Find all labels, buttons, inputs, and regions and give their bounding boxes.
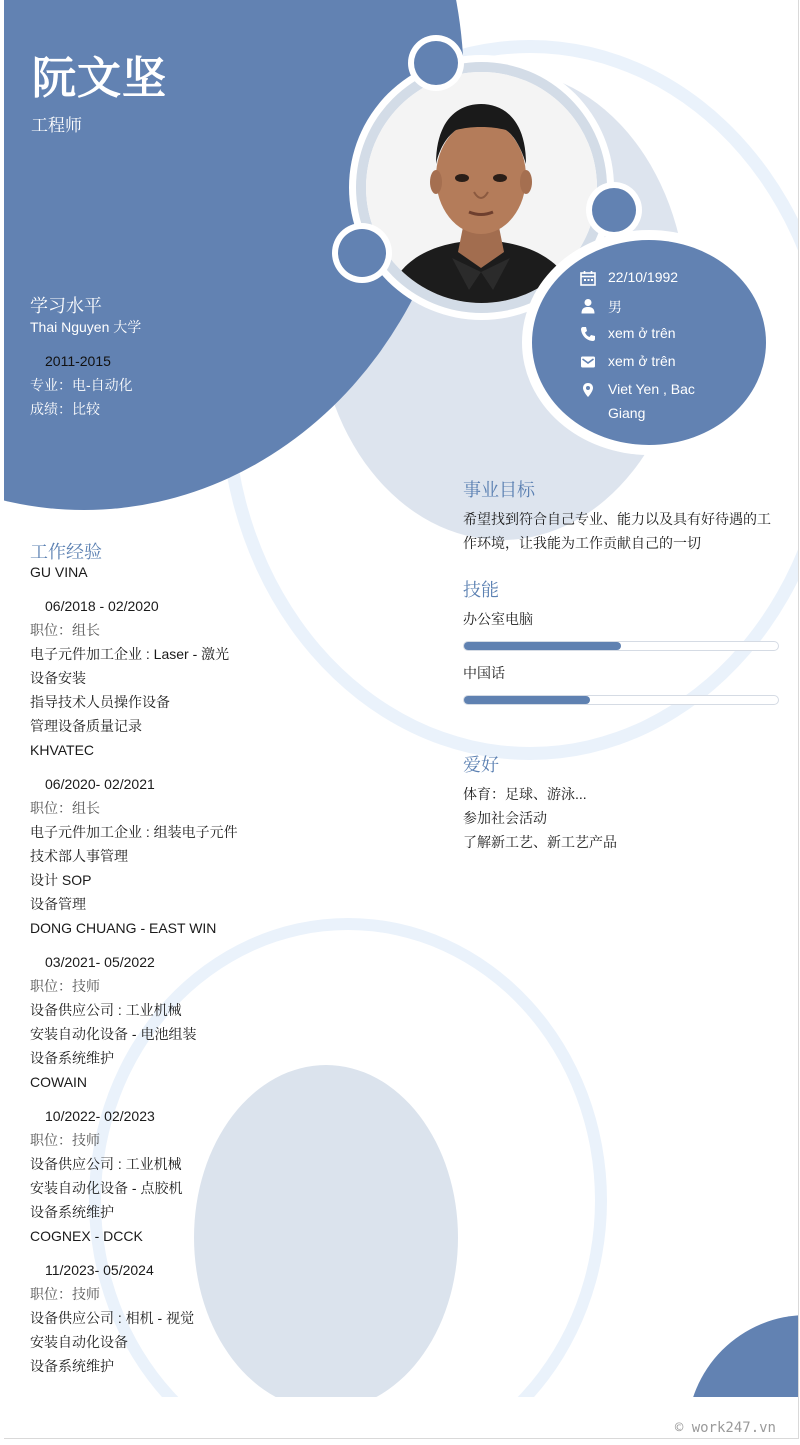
job-duty: 设备供应公司 : 相机 - 视觉 — [30, 1310, 195, 1326]
birthday-text: 22/10/1992 — [608, 269, 679, 285]
job-position: 职位：技师 — [30, 1132, 100, 1148]
contact-address — [580, 381, 695, 425]
user-icon — [580, 298, 596, 314]
job-position: 职位：组长 — [30, 622, 100, 638]
resume-page — [4, 0, 799, 1439]
job-position: 职位：组长 — [30, 800, 100, 816]
job-company: KHVATEC — [30, 742, 95, 758]
job-period: 03/2021- 05/2022 — [45, 954, 155, 970]
job-position: 职位：技师 — [30, 1286, 100, 1302]
hobby-item: 参加社会活动 — [463, 810, 547, 826]
skills-heading: 技能 — [463, 580, 499, 600]
watermark: © work247.vn — [674, 1420, 776, 1436]
deco-dot-top-inner — [414, 41, 458, 85]
address-line-2: Giang — [608, 405, 646, 421]
job-duty: 安装自动化设备 - 电池组装 — [30, 1026, 197, 1042]
job-duty: 安装自动化设备 - 点胶机 — [30, 1180, 183, 1196]
address-line-1: Viet Yen , Bac — [608, 381, 695, 397]
job-duty: 设备安装 — [30, 670, 86, 686]
skill-progress-bar — [463, 641, 779, 651]
deco-dot-left-inner — [338, 229, 386, 277]
skill-label: 中国话 — [463, 665, 505, 681]
job-duty: 设计 SOP — [30, 872, 92, 888]
job-duty: 管理设备质量记录 — [30, 718, 142, 734]
job-company: GU VINA — [30, 564, 88, 580]
calendar-icon — [580, 270, 596, 286]
candidate-role: 工程师 — [31, 116, 82, 135]
hobby-item: 体育：足球、游泳... — [463, 786, 587, 802]
job-company: DONG CHUANG - EAST WIN — [30, 920, 217, 936]
education-period: 2011-2015 — [45, 353, 111, 369]
skill-label: 办公室电脑 — [463, 611, 533, 627]
objective-line-1: 希望找到符合自己专业、能力以及具有好待遇的工 — [463, 511, 771, 527]
job-period: 06/2018 - 02/2020 — [45, 598, 159, 614]
hobbies-heading: 爱好 — [463, 755, 499, 775]
skill-progress-bar — [463, 695, 779, 705]
education-heading: 学习水平 — [30, 296, 102, 316]
job-period: 06/2020- 02/2021 — [45, 776, 155, 792]
job-period: 11/2023- 05/2024 — [45, 1262, 154, 1278]
job-duty: 设备系统维护 — [30, 1358, 114, 1374]
email-text: xem ở trên — [608, 353, 676, 369]
job-duty: 设备供应公司 : 工业机械 — [30, 1002, 182, 1018]
contact-gender — [580, 297, 622, 317]
education-school: Thai Nguyen 大学 — [30, 319, 142, 335]
deco-dot-right-inner — [592, 188, 636, 232]
job-company: COGNEX - DCCK — [30, 1228, 143, 1244]
phone-text: xem ở trên — [608, 325, 676, 341]
candidate-name: 阮文坚 — [32, 54, 167, 103]
map-marker-icon — [580, 382, 596, 398]
hobby-item: 了解新工艺、新工艺产品 — [463, 834, 617, 850]
job-duty: 技术部人事管理 — [30, 848, 128, 864]
experience-heading: 工作经验 — [30, 542, 102, 562]
job-duty: 设备系统维护 — [30, 1204, 114, 1220]
envelope-icon — [580, 354, 596, 370]
job-duty: 电子元件加工企业 : 组装电子元件 — [30, 824, 238, 840]
skill-progress-fill — [464, 696, 590, 704]
education-grade: 成绩：比较 — [30, 401, 100, 417]
job-position: 职位：技师 — [30, 978, 100, 994]
phone-icon — [580, 326, 596, 342]
job-duty: 设备管理 — [30, 896, 86, 912]
skill-progress-fill — [464, 642, 621, 650]
job-period: 10/2022- 02/2023 — [45, 1108, 155, 1124]
job-duty: 设备供应公司 : 工业机械 — [30, 1156, 182, 1172]
contact-email — [580, 353, 676, 370]
objective-line-2: 作环境，让我能为工作贡献自己的一切 — [463, 535, 701, 551]
job-duty: 电子元件加工企业 : Laser - 激光 — [30, 646, 230, 662]
bg-ellipse-bottom — [194, 1065, 458, 1410]
contact-birthday — [580, 269, 678, 286]
gender-text: 男 — [608, 299, 622, 315]
job-company: COWAIN — [30, 1074, 88, 1090]
education-major: 专业：电-自动化 — [30, 377, 133, 393]
objective-heading: 事业目标 — [463, 480, 535, 500]
job-duty: 指导技术人员操作设备 — [30, 694, 170, 710]
job-duty: 设备系统维护 — [30, 1050, 114, 1066]
contact-phone — [580, 325, 676, 342]
job-duty: 安装自动化设备 — [30, 1334, 128, 1350]
